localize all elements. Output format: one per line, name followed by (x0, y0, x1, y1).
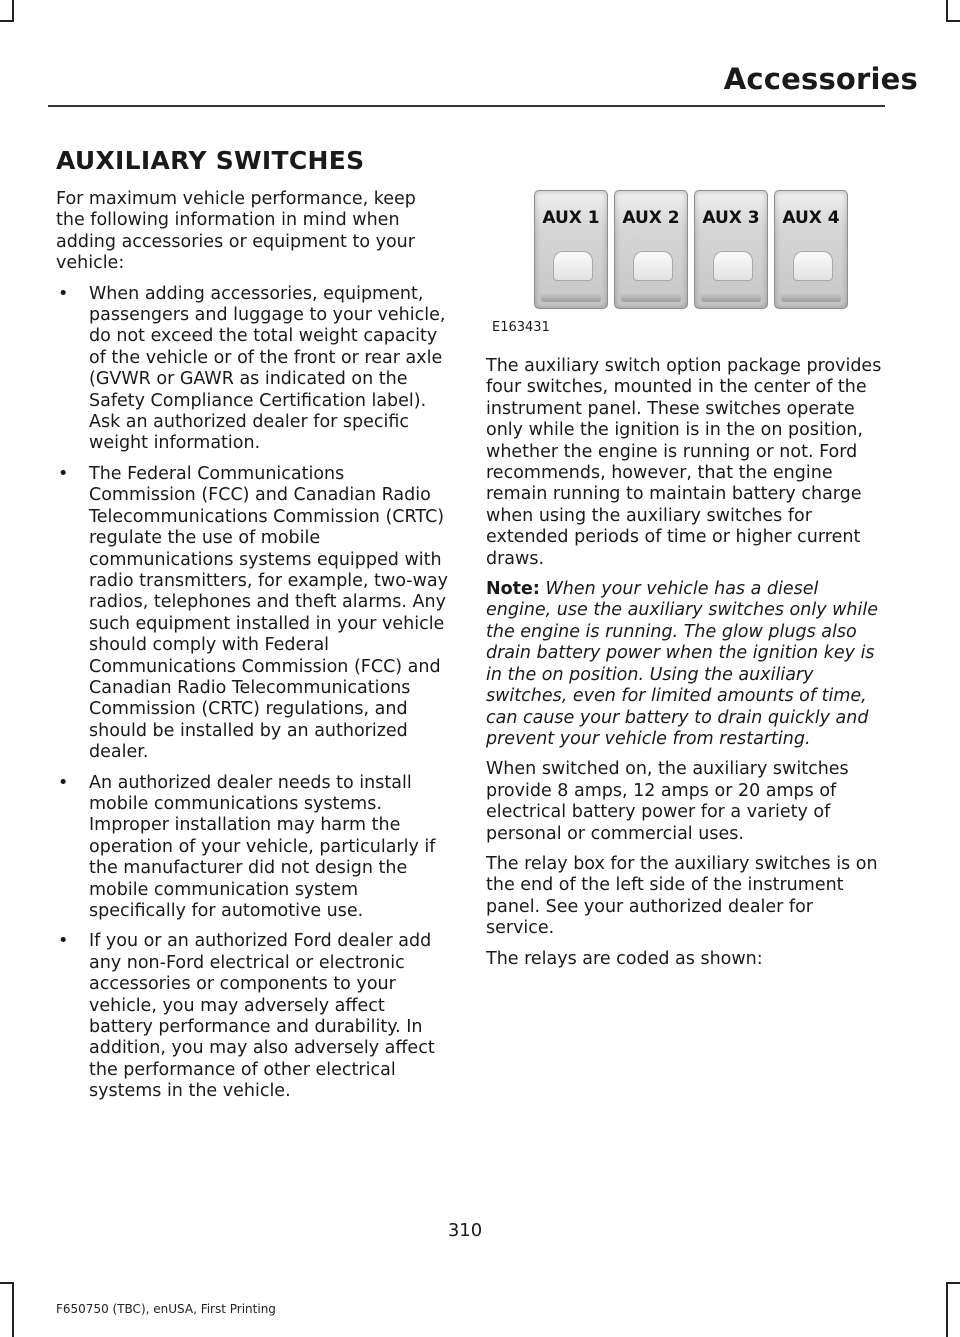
rocker-icon (553, 251, 593, 281)
list-item (56, 931, 448, 1102)
bullet-marker: • (58, 463, 69, 484)
intro-paragraph: For maximum vehicle performance, keep the following information in mind when adding accessories or equipment to your vehicle: (56, 189, 416, 274)
rocker-icon (633, 251, 673, 281)
aux-switch-label: AUX 4 (782, 208, 840, 228)
note-paragraph (486, 579, 882, 750)
rocker-icon (713, 251, 753, 281)
aux-switch-label: AUX 3 (702, 208, 760, 228)
bullet-list (56, 284, 448, 1103)
switch-package-paragraph: The auxiliary switch option package provides four switches, mounted in the center of the instrument panel. These switches operate only while the ignition is in the on position, whether the engine is running or not. Ford recommends, however, that the engine remain running to maintain battery charge when using the auxiliary switches for extended periods of time or higher current draws. (486, 356, 882, 569)
aux-switch-3 (694, 190, 768, 309)
aux-switches-figure (530, 190, 850, 312)
bullet-marker: • (58, 931, 69, 952)
left-column (56, 146, 448, 1112)
crop-mark-top-right-v (946, 0, 948, 20)
bullet-text: If you or an authorized Ford dealer add any non-Ford electrical or electronic accessories or components to your vehicle, you may adversely affect battery performance and durability. In addition, you may also adversely affect the performance of other electrical systems in the vehicle. (89, 931, 435, 1102)
note-text: When your vehicle has a diesel engine, use the auxiliary switches only while the engine is running. The glow plugs also drain battery power when the ignition key is in the on position. Using the auxiliary switches, even for limited amounts of time, can cause your battery to drain quickly and prevent your vehicle from restarting. (486, 579, 879, 749)
switch-frame (781, 292, 841, 302)
header-rule (48, 105, 885, 107)
relay-codes-paragraph: The relays are coded as shown: (486, 948, 763, 969)
switch-frame (541, 292, 601, 302)
bullet-marker: • (58, 283, 69, 304)
aux-switch-2 (614, 190, 688, 309)
aux-switch-label: AUX 1 (542, 208, 600, 228)
figure-code: E163431 (492, 320, 550, 335)
bullet-text: The Federal Communications Commission (FCC) and Canadian Radio Telecommunications Commission (CRTC) regulate the use of mobile communications systems equipped with radio transmitters, for example, two-way radios, telephones and theft alarms. Any such equipment installed in your vehicle should comply with Federal Communications Commission (FCC) and Canadian Radio Telecommunications Commission (CRTC) regulations, and should be installed by an authorized dealer. (89, 463, 448, 763)
crop-mark-bottom-right-v (946, 1282, 948, 1337)
aux-switch-4 (774, 190, 848, 309)
switch-frame (701, 292, 761, 302)
bullet-marker: • (58, 772, 69, 793)
aux-switch-1 (534, 190, 608, 309)
bullet-text: When adding accessories, equipment, passengers and luggage to your vehicle, do not exceed the total weight capacity of the vehicle or of the front or rear axle (GVWR or GAWR as indicated on the Safety Compliance Certification label). Ask an authorized dealer for specific weight information. (89, 283, 446, 454)
right-column (486, 356, 882, 979)
rocker-icon (793, 251, 833, 281)
switch-frame (621, 292, 681, 302)
crop-mark-bottom-left-h (0, 1282, 14, 1284)
list-item (56, 284, 448, 455)
section-title: AUXILIARY SWITCHES (56, 146, 365, 175)
crop-mark-top-left-h (0, 20, 14, 22)
list-item (56, 464, 448, 764)
list-item (56, 773, 448, 923)
page-number: 310 (447, 1220, 483, 1241)
footer-doc-info: F650750 (TBC), enUSA, First Printing (56, 1302, 276, 1316)
aux-switch-label: AUX 2 (622, 208, 680, 228)
relay-box-paragraph: The relay box for the auxiliary switches is on the end of the left side of the instrument panel. See your authorized dealer for service. (486, 853, 878, 939)
note-label: Note: (486, 579, 540, 600)
crop-mark-bottom-right-h (946, 1282, 960, 1284)
crop-mark-bottom-left-v (12, 1282, 14, 1337)
crop-mark-top-right-h (946, 20, 960, 22)
page-header-title: Accessories (723, 62, 918, 96)
bullet-text: An authorized dealer needs to install mobile communications systems. Improper installation may harm the operation of your vehicle, particularly if the manufacturer did not design the mobile communication system specifically for automotive use. (89, 772, 436, 921)
crop-mark-top-left-v (12, 0, 14, 20)
power-paragraph: When switched on, the auxiliary switches provide 8 amps, 12 amps or 20 amps of electrical battery power for a variety of personal or commercial uses. (486, 759, 849, 844)
